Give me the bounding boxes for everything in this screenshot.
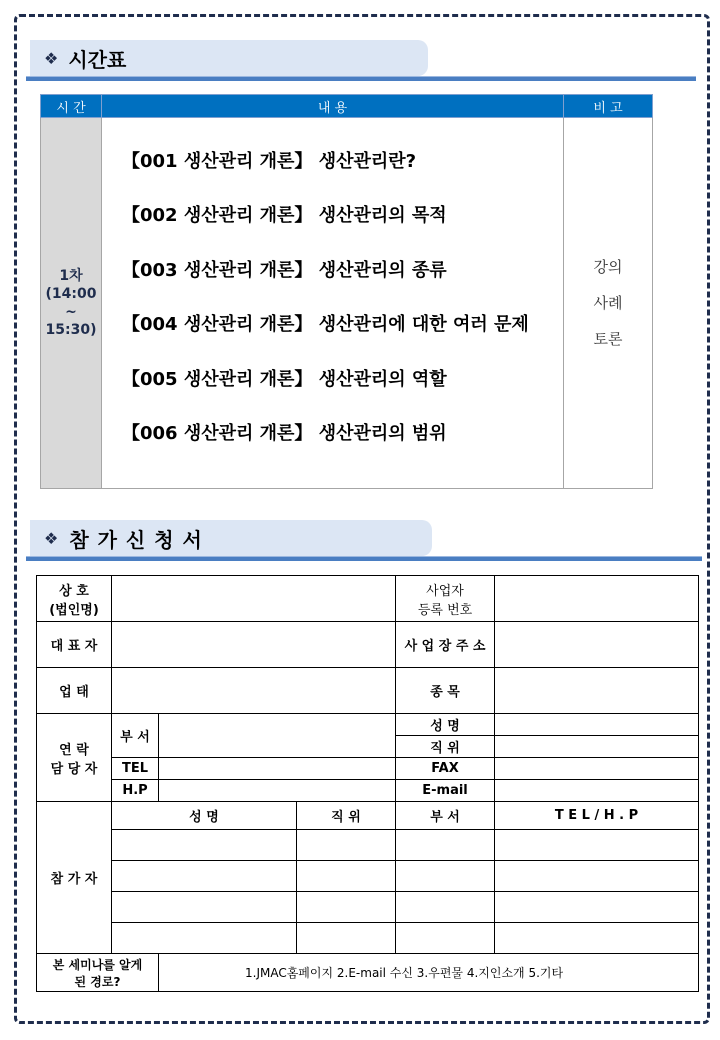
content-cell (102, 118, 564, 489)
participant-dept-field[interactable] (396, 892, 495, 923)
agenda-item: 【002 생산관리 개론】 생산관리의 목적 (122, 205, 447, 226)
participant-row (37, 861, 699, 892)
email-field[interactable] (495, 780, 699, 802)
hp-field[interactable] (159, 780, 396, 802)
participant-dept-field[interactable] (396, 861, 495, 892)
note-lecture: 강의 (593, 258, 623, 276)
participant-telhp-field[interactable] (495, 923, 699, 954)
participant-name-field[interactable] (112, 923, 297, 954)
agenda-item: 【001 생산관리 개론】 생산관리란? (122, 150, 417, 172)
participant-position-field[interactable] (297, 861, 396, 892)
agenda-item: 【006 생산관리 개론】 생산관리의 범위 (122, 423, 447, 444)
participant-row (37, 892, 699, 923)
bizno-label: 사업자 등록 번호 (396, 576, 495, 622)
biz-item-field[interactable] (495, 668, 699, 714)
p-dept-header: 부 서 (396, 802, 495, 830)
participant-name-field[interactable] (112, 861, 297, 892)
participant-row (37, 830, 699, 861)
session-end: 15:30) (45, 322, 97, 338)
schedule-header-row (41, 95, 653, 118)
schedule-section-header (30, 40, 428, 76)
note-discussion: 토론 (593, 330, 623, 348)
address-label: 사 업 장 주 소 (396, 622, 495, 668)
company-field[interactable] (112, 576, 396, 622)
ceo-label: 대 표 자 (37, 622, 112, 668)
company-label: 상 호 (법인명) (37, 576, 112, 622)
session-label: 1차 (59, 268, 83, 284)
header-time: 시 간 (41, 95, 102, 118)
biz-item-label: 종 목 (396, 668, 495, 714)
participant-name-field[interactable] (112, 830, 297, 861)
form-row (37, 714, 699, 736)
diamond-bullet-icon: ❖ (44, 528, 60, 548)
fax-label: FAX (396, 758, 495, 780)
route-row (37, 954, 699, 992)
email-label: E-mail (396, 780, 495, 802)
p-telhp-header: T E L / H . P (495, 802, 699, 830)
form-row (37, 576, 699, 622)
section-divider (26, 76, 696, 81)
header-note: 비 고 (564, 95, 653, 118)
application-section-header (30, 520, 432, 556)
diamond-bullet-icon: ❖ (44, 48, 59, 68)
form-row (37, 668, 699, 714)
participant-position-field[interactable] (297, 830, 396, 861)
participants-header-row (37, 802, 699, 830)
schedule-table (40, 94, 653, 489)
participant-telhp-field[interactable] (495, 892, 699, 923)
agenda-item: 【005 생산관리 개론】 생산관리의 역할 (122, 368, 447, 390)
name-label: 성 명 (396, 714, 495, 736)
note-cell (564, 118, 653, 489)
participant-name-field[interactable] (112, 892, 297, 923)
form-row (37, 780, 699, 802)
fax-field[interactable] (495, 758, 699, 780)
application-title: 참 가 신 청 서 (69, 527, 203, 552)
note-case: 사례 (593, 294, 623, 312)
participant-position-field[interactable] (297, 923, 396, 954)
agenda-item: 【003 생산관리 개론】 생산관리의 종류 (122, 259, 447, 281)
dept-field[interactable] (159, 714, 396, 758)
position-label: 직 위 (396, 736, 495, 758)
bizno-field[interactable] (495, 576, 699, 622)
session-tilde: ~ (65, 304, 77, 320)
p-position-header: 직 위 (297, 802, 396, 830)
position-field[interactable] (495, 736, 699, 758)
participant-dept-field[interactable] (396, 923, 495, 954)
contact-label: 연 락 담 당 자 (37, 714, 112, 802)
schedule-row (41, 118, 653, 489)
session-start: (14:00 (45, 286, 97, 302)
header-content: 내 용 (102, 95, 564, 118)
p-name-header: 성 명 (112, 802, 297, 830)
participant-position-field[interactable] (297, 892, 396, 923)
ceo-field[interactable] (112, 622, 396, 668)
agenda-item: 【004 생산관리 개론】 생산관리에 대한 여러 문제 (122, 314, 529, 335)
biz-type-label: 업 태 (37, 668, 112, 714)
participant-telhp-field[interactable] (495, 830, 699, 861)
session-time-cell (41, 118, 102, 489)
participants-label: 참 가 자 (37, 802, 112, 954)
hp-label: H.P (112, 780, 159, 802)
dept-label: 부 서 (112, 714, 159, 758)
form-row (37, 758, 699, 780)
participant-dept-field[interactable] (396, 830, 495, 861)
route-label: 본 세미나를 알게 된 경로? (37, 954, 159, 992)
biz-type-field[interactable] (112, 668, 396, 714)
participant-telhp-field[interactable] (495, 861, 699, 892)
schedule-title: 시간표 (68, 47, 127, 72)
section-divider (26, 556, 702, 561)
route-options[interactable]: 1.JMAC홈페이지 2.E-mail 수신 3.우편물 4.지인소개 5.기타 (159, 954, 699, 992)
application-form-table (36, 575, 699, 992)
name-field[interactable] (495, 714, 699, 736)
participant-row (37, 923, 699, 954)
address-field[interactable] (495, 622, 699, 668)
form-row (37, 622, 699, 668)
tel-field[interactable] (159, 758, 396, 780)
tel-label: TEL (112, 758, 159, 780)
